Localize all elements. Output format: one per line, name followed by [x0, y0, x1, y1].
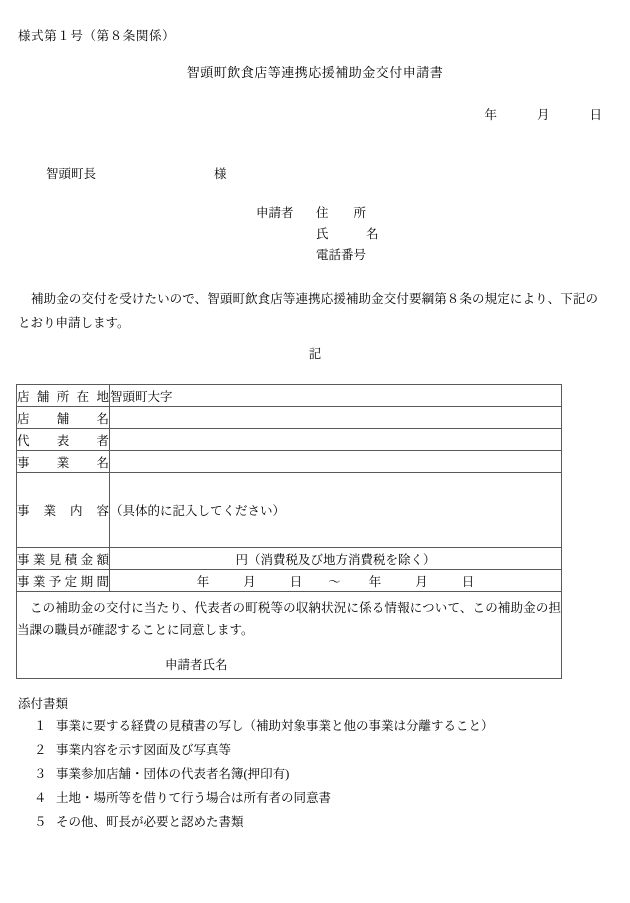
table-row	[17, 451, 562, 473]
label-char: 事	[17, 574, 30, 589]
label-char: 店	[17, 389, 30, 404]
row-label-business-period	[17, 570, 110, 592]
label-char: 期	[80, 574, 94, 589]
list-item	[18, 789, 494, 808]
addressee	[46, 164, 227, 182]
table-row	[17, 473, 562, 548]
applicant-address-label: 住 所	[316, 206, 367, 220]
label-char: 容	[96, 504, 109, 518]
label-char: 内	[69, 504, 83, 518]
period-range-mark: 〜	[328, 574, 341, 589]
table-row	[17, 407, 562, 429]
row-value-representative[interactable]	[110, 429, 562, 451]
row-value-business-detail[interactable]: （具体的に記入してください）	[110, 473, 562, 548]
list-item	[18, 813, 494, 832]
applicant-phone-row	[256, 245, 379, 266]
addressee-name: 智頭町長	[46, 167, 97, 181]
attachments-section	[18, 694, 494, 832]
attachment-text: 土地・場所等を借りて行う場合は所有者の同意書	[56, 791, 332, 805]
applicant-prefix-label: 申請者	[256, 206, 294, 220]
form-number: 様式第１号（第８条関係）	[18, 29, 176, 43]
applicant-name-label: 氏 名	[316, 227, 379, 241]
attachment-text: 事業に要する経費の見積書の写し（補助対象事業と他の事業は分離すること）	[56, 719, 494, 733]
label-char: 定	[64, 574, 78, 589]
attachment-number: １	[34, 719, 47, 733]
applicant-address-row	[256, 203, 379, 224]
row-label-estimate-amount	[17, 548, 110, 570]
attachment-number: ４	[34, 791, 47, 805]
period-start-day: 日	[289, 574, 303, 589]
label-char: 店	[17, 411, 30, 426]
table-row	[17, 548, 562, 570]
label-char: 者	[96, 433, 109, 448]
label-char: 在	[76, 389, 90, 404]
period-start-month: 月	[243, 574, 256, 589]
page-title: 智頭町飲食店等連携応援補助金交付申請書	[186, 65, 444, 80]
row-label-representative	[17, 429, 110, 451]
label-char: 舗	[36, 389, 50, 404]
period-end-year: 年	[368, 574, 382, 589]
row-label-store-name	[17, 407, 110, 429]
consent-text: この補助金の交付に当たり、代表者の町税等の収納状況に係る情報について、この補助金の担当課の職員が確認することに同意します。	[17, 601, 561, 637]
date-line	[484, 105, 602, 123]
table-row	[17, 385, 562, 407]
applicant-name-row	[256, 224, 379, 245]
label-char: 名	[96, 455, 109, 470]
label-char: 所	[56, 389, 70, 404]
label-char: 表	[56, 433, 70, 448]
attachment-text: 事業参加店舗・団体の代表者名簿(押印有)	[56, 767, 290, 781]
label-char: 業	[43, 504, 56, 518]
attachments-title: 添付書類	[18, 697, 69, 711]
label-char: 代	[17, 433, 30, 448]
consent-signature-label[interactable]: 申請者氏名	[165, 658, 228, 672]
label-char: 舗	[56, 411, 70, 426]
applicant-phone-label: 電話番号	[316, 248, 367, 262]
row-label-business-name	[17, 451, 110, 473]
label-char: 額	[96, 552, 109, 567]
period-end-month: 月	[415, 574, 428, 589]
label-char: 業	[32, 552, 46, 567]
ki-mark: 記	[308, 347, 322, 361]
row-value-store-location[interactable]: 智頭町大字	[110, 385, 562, 407]
table-row	[17, 429, 562, 451]
attachment-text: 事業内容を示す図面及び写真等	[56, 743, 232, 757]
attachment-text: その他、町長が必要と認めた書類	[56, 815, 244, 829]
attachment-number: ５	[34, 815, 47, 829]
label-char: 事	[17, 504, 30, 518]
addressee-honorific: 様	[214, 167, 227, 181]
label-char: 積	[64, 552, 78, 567]
row-label-business-detail	[17, 473, 110, 548]
period-end-day: 日	[461, 574, 475, 589]
attachment-number: ３	[34, 767, 47, 781]
attachment-number: ２	[34, 743, 47, 757]
table-row-consent	[17, 592, 562, 679]
label-char: 業	[32, 574, 46, 589]
label-char: 金	[80, 552, 94, 567]
body-paragraph: 補助金の交付を受けたいので、智頭町飲食店等連携応援補助金交付要綱第８条の規定により、下記のとおり申請します。	[18, 292, 598, 330]
label-char: 事	[17, 455, 30, 470]
row-value-store-name[interactable]	[110, 407, 562, 429]
application-table	[16, 384, 562, 679]
row-value-estimate-amount[interactable]: 円（消費税及び地方消費税を除く）	[110, 548, 562, 570]
date-month-label: 月	[536, 108, 550, 122]
label-char: 事	[17, 552, 30, 567]
row-value-business-period[interactable]	[110, 570, 562, 592]
table-row	[17, 570, 562, 592]
period-start-year: 年	[196, 574, 210, 589]
list-item	[18, 741, 494, 760]
list-item	[18, 765, 494, 784]
date-day-label: 日	[589, 108, 602, 122]
list-item	[18, 717, 494, 736]
label-char: 名	[96, 411, 109, 426]
consent-cell	[17, 592, 562, 679]
label-char: 間	[96, 574, 109, 589]
label-char: 業	[56, 455, 70, 470]
row-label-store-location	[17, 385, 110, 407]
label-char: 見	[48, 552, 62, 567]
row-value-business-name[interactable]	[110, 451, 562, 473]
label-char: 地	[96, 389, 109, 404]
label-char: 予	[48, 574, 62, 589]
date-year-label: 年	[484, 108, 497, 122]
applicant-block	[256, 203, 379, 266]
